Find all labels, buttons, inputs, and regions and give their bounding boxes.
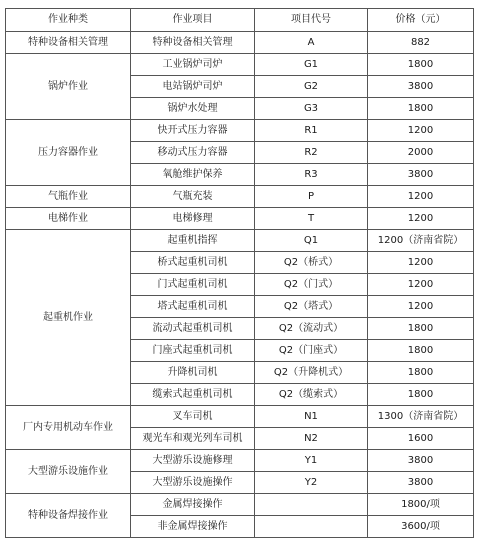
code-cell <box>255 494 368 516</box>
table-row <box>6 186 474 208</box>
item-cell: 气瓶充装 <box>131 186 255 208</box>
price-cell: 3800 <box>368 472 474 494</box>
item-cell: 移动式压力容器 <box>131 142 255 164</box>
price-cell: 1200 <box>368 296 474 318</box>
item-cell: 门式起重机司机 <box>131 274 255 296</box>
code-cell: Q2（门座式） <box>255 340 368 362</box>
price-cell: 3800 <box>368 76 474 98</box>
code-cell: R1 <box>255 120 368 142</box>
price-table <box>5 8 474 538</box>
item-cell: 锅炉水处理 <box>131 98 255 120</box>
price-cell: 1200 <box>368 208 474 230</box>
item-cell: 大型游乐设施操作 <box>131 472 255 494</box>
item-cell: 桥式起重机司机 <box>131 252 255 274</box>
table-row <box>6 54 474 76</box>
category-cell: 大型游乐设施作业 <box>6 450 131 494</box>
price-cell: 1300（济南省院） <box>368 406 474 428</box>
item-cell: 起重机指挥 <box>131 230 255 252</box>
price-table-container <box>5 8 473 538</box>
code-cell: G2 <box>255 76 368 98</box>
item-cell: 缆索式起重机司机 <box>131 384 255 406</box>
price-cell: 1800 <box>368 362 474 384</box>
category-cell: 气瓶作业 <box>6 186 131 208</box>
price-cell: 1800/项 <box>368 494 474 516</box>
table-row <box>6 230 474 252</box>
category-cell: 锅炉作业 <box>6 54 131 120</box>
item-cell: 非金属焊接操作 <box>131 516 255 538</box>
price-cell: 1200 <box>368 252 474 274</box>
price-cell: 1200 <box>368 186 474 208</box>
code-cell: Q2（门式） <box>255 274 368 296</box>
category-cell: 电梯作业 <box>6 208 131 230</box>
code-cell: R2 <box>255 142 368 164</box>
code-cell <box>255 516 368 538</box>
category-cell: 厂内专用机动车作业 <box>6 406 131 450</box>
table-row <box>6 32 474 54</box>
table-row <box>6 208 474 230</box>
table-body <box>6 32 474 538</box>
item-cell: 电站锅炉司炉 <box>131 76 255 98</box>
price-cell: 1800 <box>368 54 474 76</box>
item-cell: 电梯修理 <box>131 208 255 230</box>
price-cell: 1200（济南省院） <box>368 230 474 252</box>
category-cell: 起重机作业 <box>6 230 131 406</box>
code-cell: P <box>255 186 368 208</box>
price-cell: 1600 <box>368 428 474 450</box>
code-cell: G3 <box>255 98 368 120</box>
item-cell: 大型游乐设施修理 <box>131 450 255 472</box>
price-cell: 3600/项 <box>368 516 474 538</box>
code-cell: G1 <box>255 54 368 76</box>
code-cell: Q2（桥式） <box>255 252 368 274</box>
price-cell: 1800 <box>368 98 474 120</box>
code-cell: Q2（缆索式） <box>255 384 368 406</box>
category-cell: 特种设备相关管理 <box>6 32 131 54</box>
item-cell: 观光车和观光列车司机 <box>131 428 255 450</box>
price-cell: 1200 <box>368 120 474 142</box>
item-cell: 流动式起重机司机 <box>131 318 255 340</box>
item-cell: 金属焊接操作 <box>131 494 255 516</box>
code-cell: T <box>255 208 368 230</box>
code-cell: R3 <box>255 164 368 186</box>
item-cell: 塔式起重机司机 <box>131 296 255 318</box>
table-row <box>6 494 474 516</box>
price-cell: 1800 <box>368 340 474 362</box>
code-cell: N2 <box>255 428 368 450</box>
item-cell: 快开式压力容器 <box>131 120 255 142</box>
header-category: 作业种类 <box>6 9 131 32</box>
code-cell: Y2 <box>255 472 368 494</box>
header-price: 价格（元） <box>368 9 474 32</box>
code-cell: Q2（流动式） <box>255 318 368 340</box>
code-cell: Q1 <box>255 230 368 252</box>
header-item: 作业项目 <box>131 9 255 32</box>
price-cell: 882 <box>368 32 474 54</box>
price-cell: 1800 <box>368 318 474 340</box>
category-cell: 特种设备焊接作业 <box>6 494 131 538</box>
code-cell: A <box>255 32 368 54</box>
item-cell: 特种设备相关管理 <box>131 32 255 54</box>
code-cell: Q2（升降机式） <box>255 362 368 384</box>
price-cell: 2000 <box>368 142 474 164</box>
item-cell: 工业锅炉司炉 <box>131 54 255 76</box>
header-code: 项目代号 <box>255 9 368 32</box>
table-row <box>6 406 474 428</box>
code-cell: Y1 <box>255 450 368 472</box>
price-cell: 3800 <box>368 164 474 186</box>
price-cell: 1800 <box>368 384 474 406</box>
item-cell: 门座式起重机司机 <box>131 340 255 362</box>
item-cell: 叉车司机 <box>131 406 255 428</box>
table-row <box>6 120 474 142</box>
code-cell: Q2（塔式） <box>255 296 368 318</box>
table-row <box>6 450 474 472</box>
item-cell: 氧舱维护保养 <box>131 164 255 186</box>
item-cell: 升降机司机 <box>131 362 255 384</box>
category-cell: 压力容器作业 <box>6 120 131 186</box>
price-cell: 3800 <box>368 450 474 472</box>
price-cell: 1200 <box>368 274 474 296</box>
code-cell: N1 <box>255 406 368 428</box>
header-row <box>6 9 474 32</box>
